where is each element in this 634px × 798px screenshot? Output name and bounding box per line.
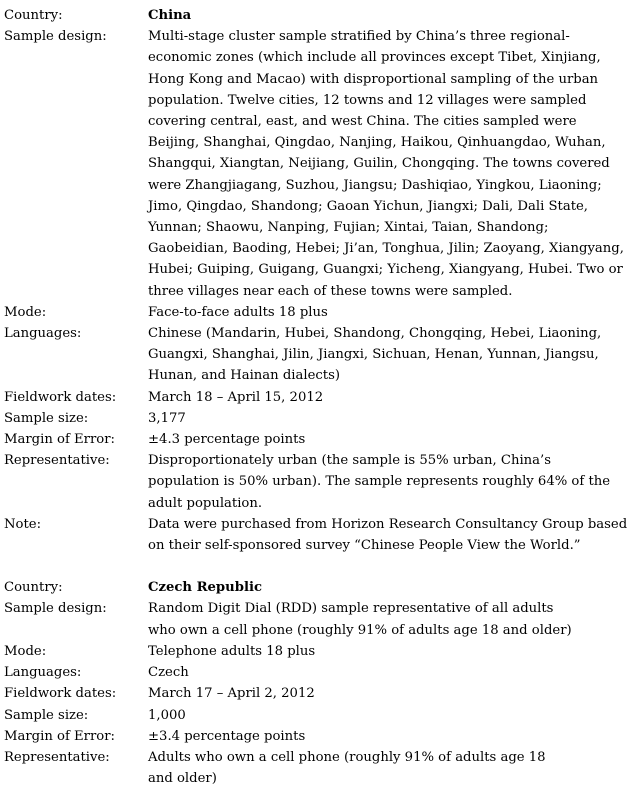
- sample-size-value: 1,000: [148, 707, 186, 723]
- languages-label: Languages:: [4, 665, 82, 681]
- sample-design-value: Multi-stage cluster sample stratified by China’s three regional-economic zones (which include all provinces except Tibet, Xinjiang, Hong Kong and Macao) with disproportional sampling of the urban population. Twelve cities, 12 towns and 12 villages were sampled covering central, east, and west China. The cities sampled were Beijing, Shanghai, Qingdao, Nanjing, Haikou, Qinhuangdao, Wuhan, Shangqui, Xiangtan, Neijiang, Guilin, Chongqing. The towns covered were Zhangjiagang, Suzhou, Jiangsu; Dashiqiao, Yingkou, Liaoning; Jimo, Qingdao, Shandong; Gaoan Yichun, Jiangxi; Dali, Dali State, Yunnan; Shaowu, Nanping, Fujian; Xintai, Taian, Shandong; Gaobeidian, Baoding, Hebei; Ji’an, Tonghua, Jilin; Zaoyang, Xiangyang, Hubei; Guiping, Guigang, Guangxi; Yicheng, Xiangyang, Hubei. Two or three villages near each of these towns were sampled.: [148, 29, 624, 299]
- sample-design-label: Sample design:: [4, 601, 107, 617]
- languages-label: Languages:: [4, 326, 82, 342]
- country-entry-china: [4, 5, 628, 556]
- representative-value: Disproportionately urban (the sample is 55% urban, China’s population is 50% urban). The sample represents roughly 64% of the adult population.: [148, 453, 611, 511]
- sample-design-row: [4, 598, 628, 640]
- languages-row: [4, 662, 628, 683]
- sample-design-value: Random Digit Dial (RDD) sample representative of all adults who own a cell phone (roughly 91% of adults age 18 and older): [148, 601, 572, 638]
- languages-value: Chinese (Mandarin, Hubei, Shandong, Chongqing, Hebei, Liaoning, Guangxi, Shanghai, Jilin, Jiangxi, Sichuan, Henan, Yunnan, Jiangsu, Hunan, and Hainan dialects): [148, 326, 602, 384]
- note-value: Data were purchased from Horizon Research Consultancy Group based on their self-sponsored survey “Chinese People View the World.”: [148, 516, 628, 554]
- fieldwork-dates-row: [4, 683, 628, 704]
- country-name: Czech Republic: [148, 580, 263, 596]
- margin-of-error-row: [4, 726, 628, 747]
- mode-label: Mode:: [4, 643, 47, 659]
- country-label: Country:: [4, 580, 63, 596]
- country-name: China: [148, 8, 192, 23]
- fieldwork-dates-label: Fieldwork dates:: [4, 389, 117, 405]
- margin-of-error-value: ±3.4 percentage points: [148, 728, 306, 744]
- mode-label: Mode:: [4, 304, 47, 320]
- representative-value: Adults who own a cell phone (roughly 91% of adults age 18 and older): [148, 749, 546, 787]
- sample-design-row: [4, 26, 628, 302]
- representative-label: Representative:: [4, 749, 110, 765]
- sample-design-label: Sample design:: [4, 29, 107, 45]
- country-label: Country:: [4, 8, 63, 23]
- mode-value: Face-to-face adults 18 plus: [148, 304, 328, 320]
- fieldwork-dates-row: [4, 387, 628, 408]
- languages-row: [4, 323, 628, 387]
- country-row: [4, 577, 628, 598]
- sample-size-row: [4, 705, 628, 726]
- margin-of-error-value: ±4.3 percentage points: [148, 432, 306, 448]
- margin-of-error-row: [4, 429, 628, 450]
- sample-size-value: 3,177: [148, 410, 186, 426]
- languages-value: Czech: [148, 665, 189, 681]
- fieldwork-dates-value: March 18 – April 15, 2012: [148, 389, 324, 405]
- representative-label: Representative:: [4, 453, 110, 469]
- mode-row: [4, 302, 628, 323]
- representative-row: [4, 747, 628, 789]
- country-entry-czech-republic: [4, 577, 628, 789]
- fieldwork-dates-label: Fieldwork dates:: [4, 686, 117, 702]
- margin-of-error-label: Margin of Error:: [4, 728, 115, 744]
- sample-size-label: Sample size:: [4, 410, 89, 426]
- note-label: Note:: [4, 516, 42, 532]
- representative-row: [4, 450, 628, 514]
- country-row: [4, 5, 628, 26]
- mode-value: Telephone adults 18 plus: [148, 643, 316, 659]
- margin-of-error-label: Margin of Error:: [4, 432, 115, 448]
- mode-row: [4, 641, 628, 662]
- fieldwork-dates-value: March 17 – April 2, 2012: [148, 686, 315, 702]
- sample-size-row: [4, 408, 628, 429]
- sample-size-label: Sample size:: [4, 707, 89, 723]
- note-row: [4, 514, 628, 556]
